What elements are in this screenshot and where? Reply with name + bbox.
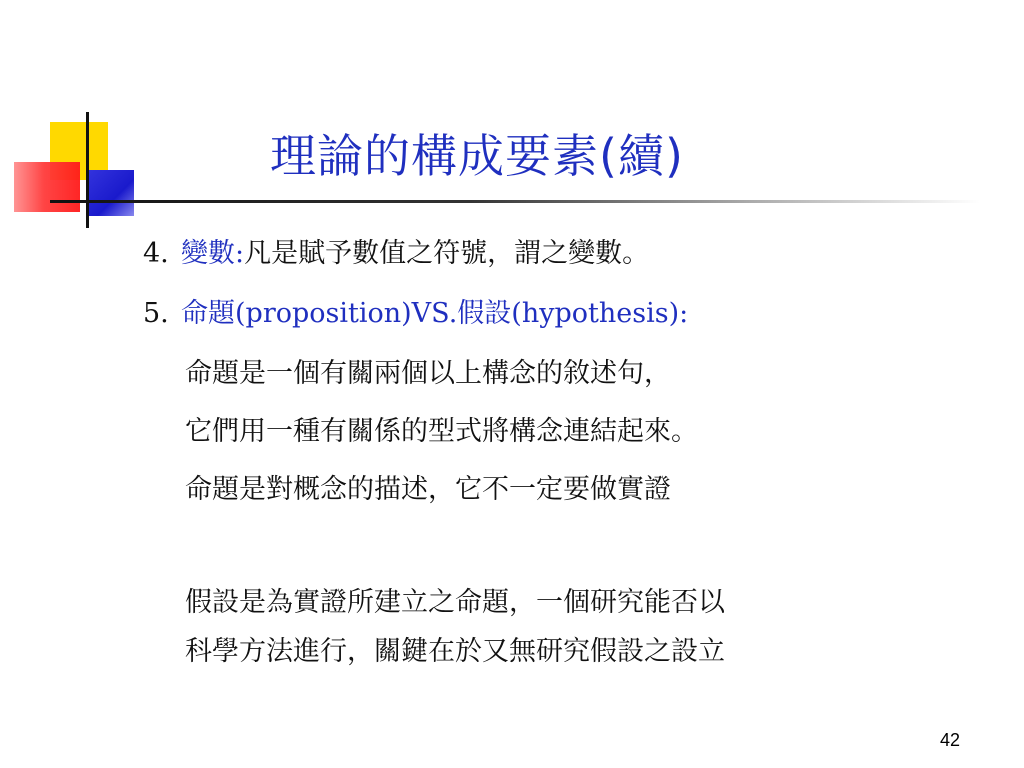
body-line: 命題是對概念的描述，它不一定要做實證	[185, 474, 671, 505]
item-text: 凡是賦予數值之符號，謂之變數。	[244, 238, 650, 269]
slide-title: 理論的構成要素(續)	[270, 129, 684, 183]
body-line: 命題是一個有關兩個以上構念的敘述句，	[185, 358, 671, 389]
body-line: 它們用一種有關係的型式將構念連結起來。	[185, 416, 698, 447]
item-number: 4.	[143, 238, 169, 269]
list-item-5	[143, 296, 688, 332]
blue-square	[88, 170, 134, 216]
red-square	[14, 162, 80, 212]
decorative-logo	[0, 0, 150, 240]
item-number: 5.	[143, 298, 169, 329]
title-underline	[50, 200, 980, 203]
item-keyword: 命題(proposition)VS.假設(hypothesis):	[181, 298, 689, 329]
item-keyword: 變數:	[181, 238, 245, 269]
list-item-4	[143, 236, 649, 272]
body-line: 假設是為實證所建立之命題，一個研究能否以	[185, 587, 725, 618]
page-number: 42	[940, 730, 961, 750]
body-line: 科學方法進行，關鍵在於又無研究假設之設立	[185, 636, 725, 667]
vertical-rule	[86, 112, 89, 228]
